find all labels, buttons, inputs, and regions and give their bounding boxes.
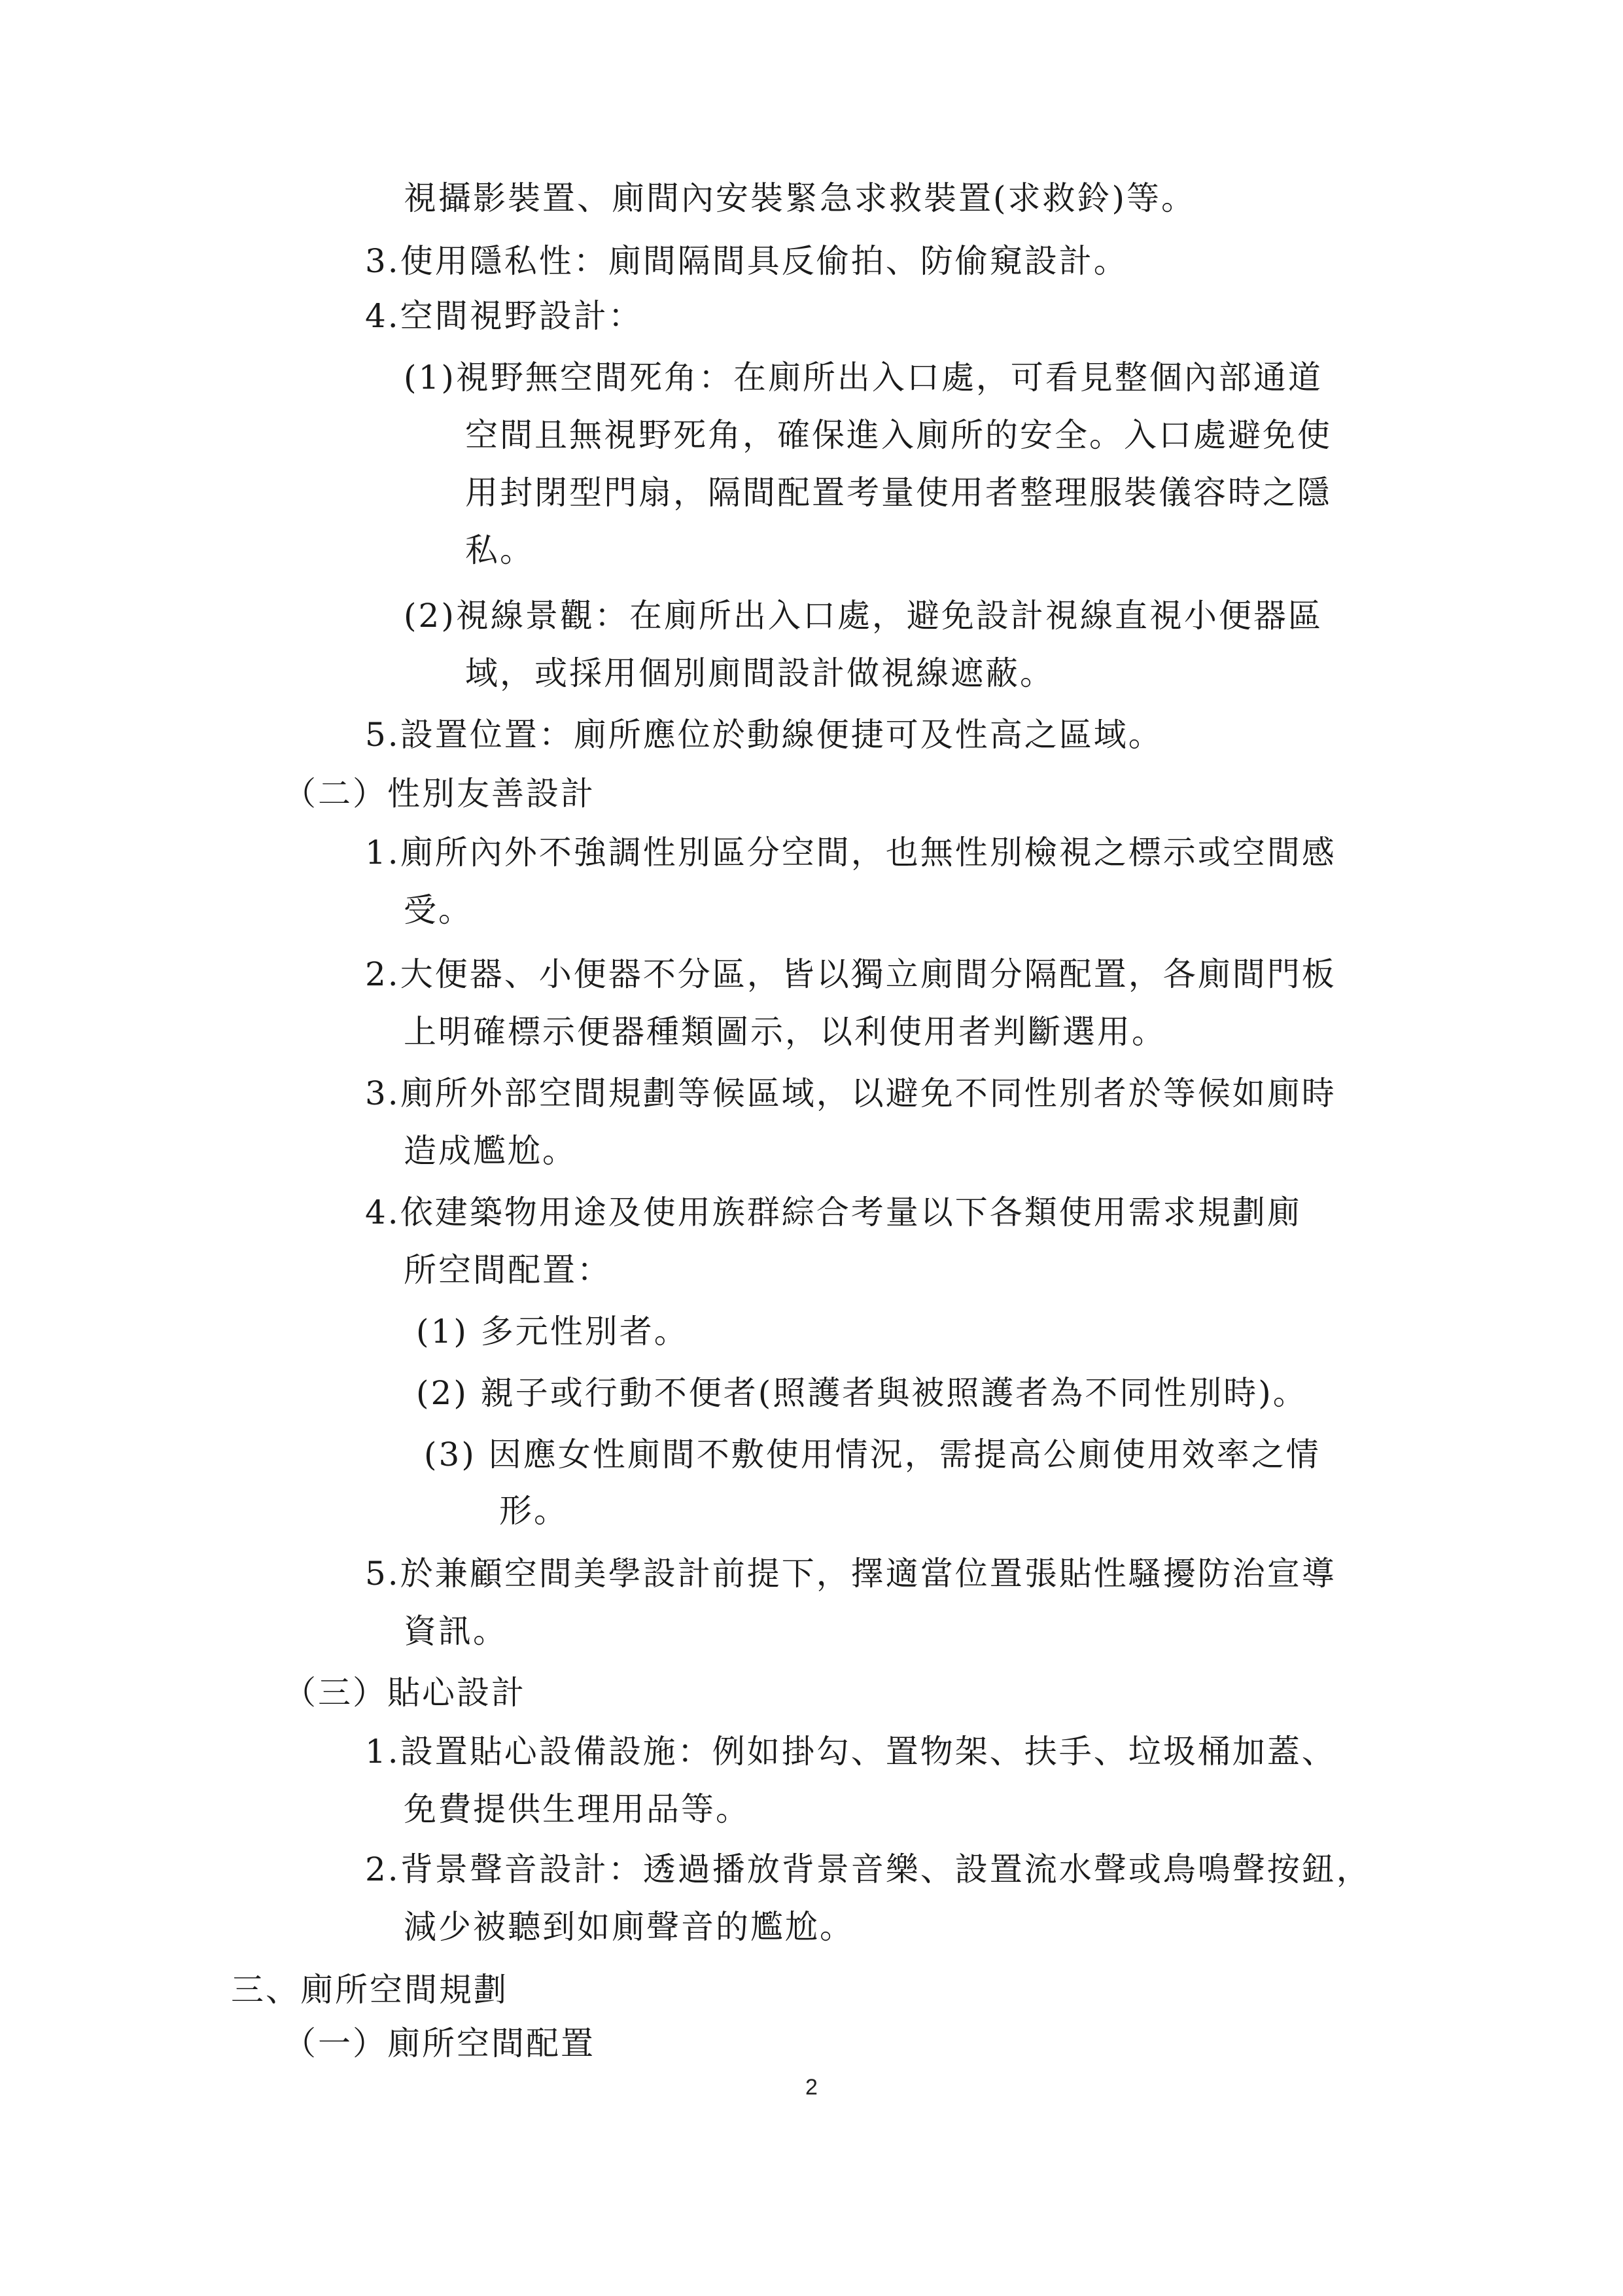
text-line: 私。 — [465, 531, 534, 569]
page-number: 2 — [805, 2075, 818, 2100]
section-heading: （二）性別友善設計 — [283, 775, 595, 813]
text-line: 空間且無視野死角，確保進入廁所的安全。入口處避免使 — [465, 416, 1332, 454]
text-line: 2.大便器、小便器不分區，皆以獨立廁間分隔配置，各廁間門板 — [365, 955, 1336, 993]
text-line: (2)視線景觀：在廁所出入口處，避免設計視線直視小便器區 — [404, 597, 1323, 635]
text-line: 4.依建築物用途及使用族群綜合考量以下各類使用需求規劃廁 — [365, 1193, 1302, 1231]
section-heading: （三）貼心設計 — [283, 1674, 526, 1712]
text-line: 4.空間視野設計： — [365, 297, 643, 335]
text-line: 受。 — [404, 891, 473, 929]
text-line: 所空間配置： — [404, 1251, 612, 1289]
text-line: 3.使用隱私性：廁間隔間具反偷拍、防偷窺設計。 — [365, 242, 1128, 280]
text-line: 用封閉型門扇，隔間配置考量使用者整理服裝儀容時之隱 — [465, 474, 1332, 512]
text-line: 1.設置貼心設備設施：例如掛勾、置物架、扶手、垃圾桶加蓋、 — [365, 1733, 1336, 1771]
text-line: 域，或採用個別廁間設計做視線遮蔽。 — [465, 654, 1055, 692]
text-line: 造成尷尬。 — [404, 1132, 577, 1170]
section-heading: （一）廁所空間配置 — [283, 2024, 595, 2062]
text-line: 2.背景聲音設計：透過播放背景音樂、設置流水聲或鳥鳴聲按鈕， — [365, 1850, 1371, 1888]
text-line: 5.設置位置：廁所應位於動線便捷可及性高之區域。 — [365, 716, 1163, 754]
text-line: 資訊。 — [404, 1612, 508, 1650]
text-line: 免費提供生理用品等。 — [404, 1790, 750, 1828]
text-line: 減少被聽到如廁聲音的尷尬。 — [404, 1908, 854, 1946]
text-line: 上明確標示便器種類圖示，以利使用者判斷選用。 — [404, 1013, 1166, 1051]
text-line: 1.廁所內外不強調性別區分空間，也無性別檢視之標示或空間感 — [365, 834, 1336, 872]
text-line: 3.廁所外部空間規劃等候區域，以避免不同性別者於等候如廁時 — [365, 1074, 1336, 1112]
text-line: 形。 — [499, 1492, 568, 1530]
text-line: 視攝影裝置、廁間內安裝緊急求救裝置(求救鈴)等。 — [404, 179, 1196, 217]
chapter-heading: 三、廁所空間規劃 — [231, 1971, 508, 2009]
text-line: (2) 親子或行動不便者(照護者與被照護者為不同性別時)。 — [416, 1374, 1308, 1412]
text-line: (1)視野無空間死角：在廁所出入口處，可看見整個內部通道 — [404, 359, 1323, 397]
text-line: 5.於兼顧空間美學設計前提下，擇適當位置張貼性騷擾防治宣導 — [365, 1555, 1336, 1593]
text-line: (3) 因應女性廁間不敷使用情況，需提高公廁使用效率之情 — [424, 1436, 1321, 1474]
text-line: (1) 多元性別者。 — [416, 1313, 689, 1351]
